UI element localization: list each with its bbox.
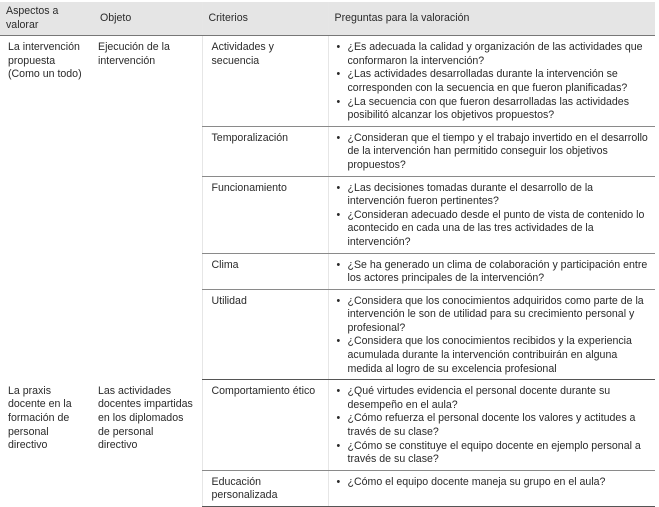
question-item: • ¿Considera que los conocimientos recibidos y la experiencia acumulada durante la intervención contribuirán en alguna medida al logro de su excelencia profesional xyxy=(337,335,652,376)
question-item: • ¿Cómo el equipo docente maneja su grupo en el aula? xyxy=(337,476,652,490)
question-list xyxy=(337,182,652,250)
preguntas-cell xyxy=(328,176,655,253)
question-item: • ¿Qué virtudes evidencia el personal docente durante su desempeño en el aula? xyxy=(337,385,652,412)
criterio-cell: Clima xyxy=(202,253,328,289)
question-item: • ¿Las actividades desarrolladas durante la intervención se corresponden con la secuencia en que fueron planificadas? xyxy=(337,68,652,95)
preguntas-cell xyxy=(328,126,655,176)
question-list xyxy=(337,295,652,377)
aspecto-cell: La intervención propuesta (Como un todo) xyxy=(8,41,82,81)
aspecto-cell: La praxis docente en la formación de personal directivo xyxy=(8,384,72,452)
question-item: • ¿Cómo refuerza el personal docente los valores y actitudes a través de su clase? xyxy=(337,412,652,439)
objeto-cell: Ejecución de la intervención xyxy=(98,41,170,67)
table-row xyxy=(0,380,655,471)
question-item: • ¿Considera que los conocimientos adquiridos como parte de la intervención le son de utilidad para su crecimiento personal y profesional? xyxy=(337,295,652,336)
evaluation-table xyxy=(0,2,655,507)
preguntas-cell xyxy=(328,470,655,506)
question-list xyxy=(337,259,652,286)
question-item: • ¿Consideran adecuado desde el punto de vista de contenido lo acontecido en cada una de las tres actividades de la intervención? xyxy=(337,209,652,250)
question-item: • ¿Las decisiones tomadas durante el desarrollo de la intervención fueron pertinentes? xyxy=(337,182,652,209)
header-aspectos: Aspectos a valorar xyxy=(0,2,94,36)
question-list xyxy=(337,476,652,490)
header-criterios: Criterios xyxy=(202,2,328,36)
preguntas-cell xyxy=(328,380,655,471)
question-item: • ¿Es adecuada la calidad y organización de las actividades que conformaron la intervención? xyxy=(337,41,652,68)
criterio-cell: Actividades y secuencia xyxy=(202,36,328,127)
header-row xyxy=(0,2,655,36)
criterio-cell: Funcionamiento xyxy=(202,176,328,253)
preguntas-cell xyxy=(328,289,655,380)
question-item: • ¿La secuencia con que fueron desarrolladas las actividades posibilitó alcanzar los objetivos propuestos? xyxy=(337,96,652,123)
question-item: • ¿Consideran que el tiempo y el trabajo invertido en el desarrollo de la intervención han permitido conseguir los objetivos propuestos? xyxy=(337,132,652,173)
header-preguntas: Preguntas para la valoración xyxy=(328,2,655,36)
question-list xyxy=(337,385,652,467)
table-row xyxy=(0,36,655,127)
objeto-cell: Las actividades docentes impartidas en los diplomados de personal directivo xyxy=(98,384,193,452)
criterio-cell: Utilidad xyxy=(202,289,328,380)
question-item: • ¿Cómo se constituye el equipo docente en ejemplo personal a través de su clase? xyxy=(337,440,652,467)
question-list xyxy=(337,41,652,123)
question-list xyxy=(337,132,652,173)
table-body xyxy=(0,36,655,507)
header-objeto: Objeto xyxy=(94,2,202,36)
criterio-cell: Comportamiento ético xyxy=(202,380,328,471)
preguntas-cell xyxy=(328,253,655,289)
criterio-cell: Educación personalizada xyxy=(202,470,328,506)
preguntas-cell xyxy=(328,36,655,127)
question-item: • ¿Se ha generado un clima de colaboración y participación entre los actores principales de la intervención? xyxy=(337,259,652,286)
criterio-cell: Temporalización xyxy=(202,126,328,176)
